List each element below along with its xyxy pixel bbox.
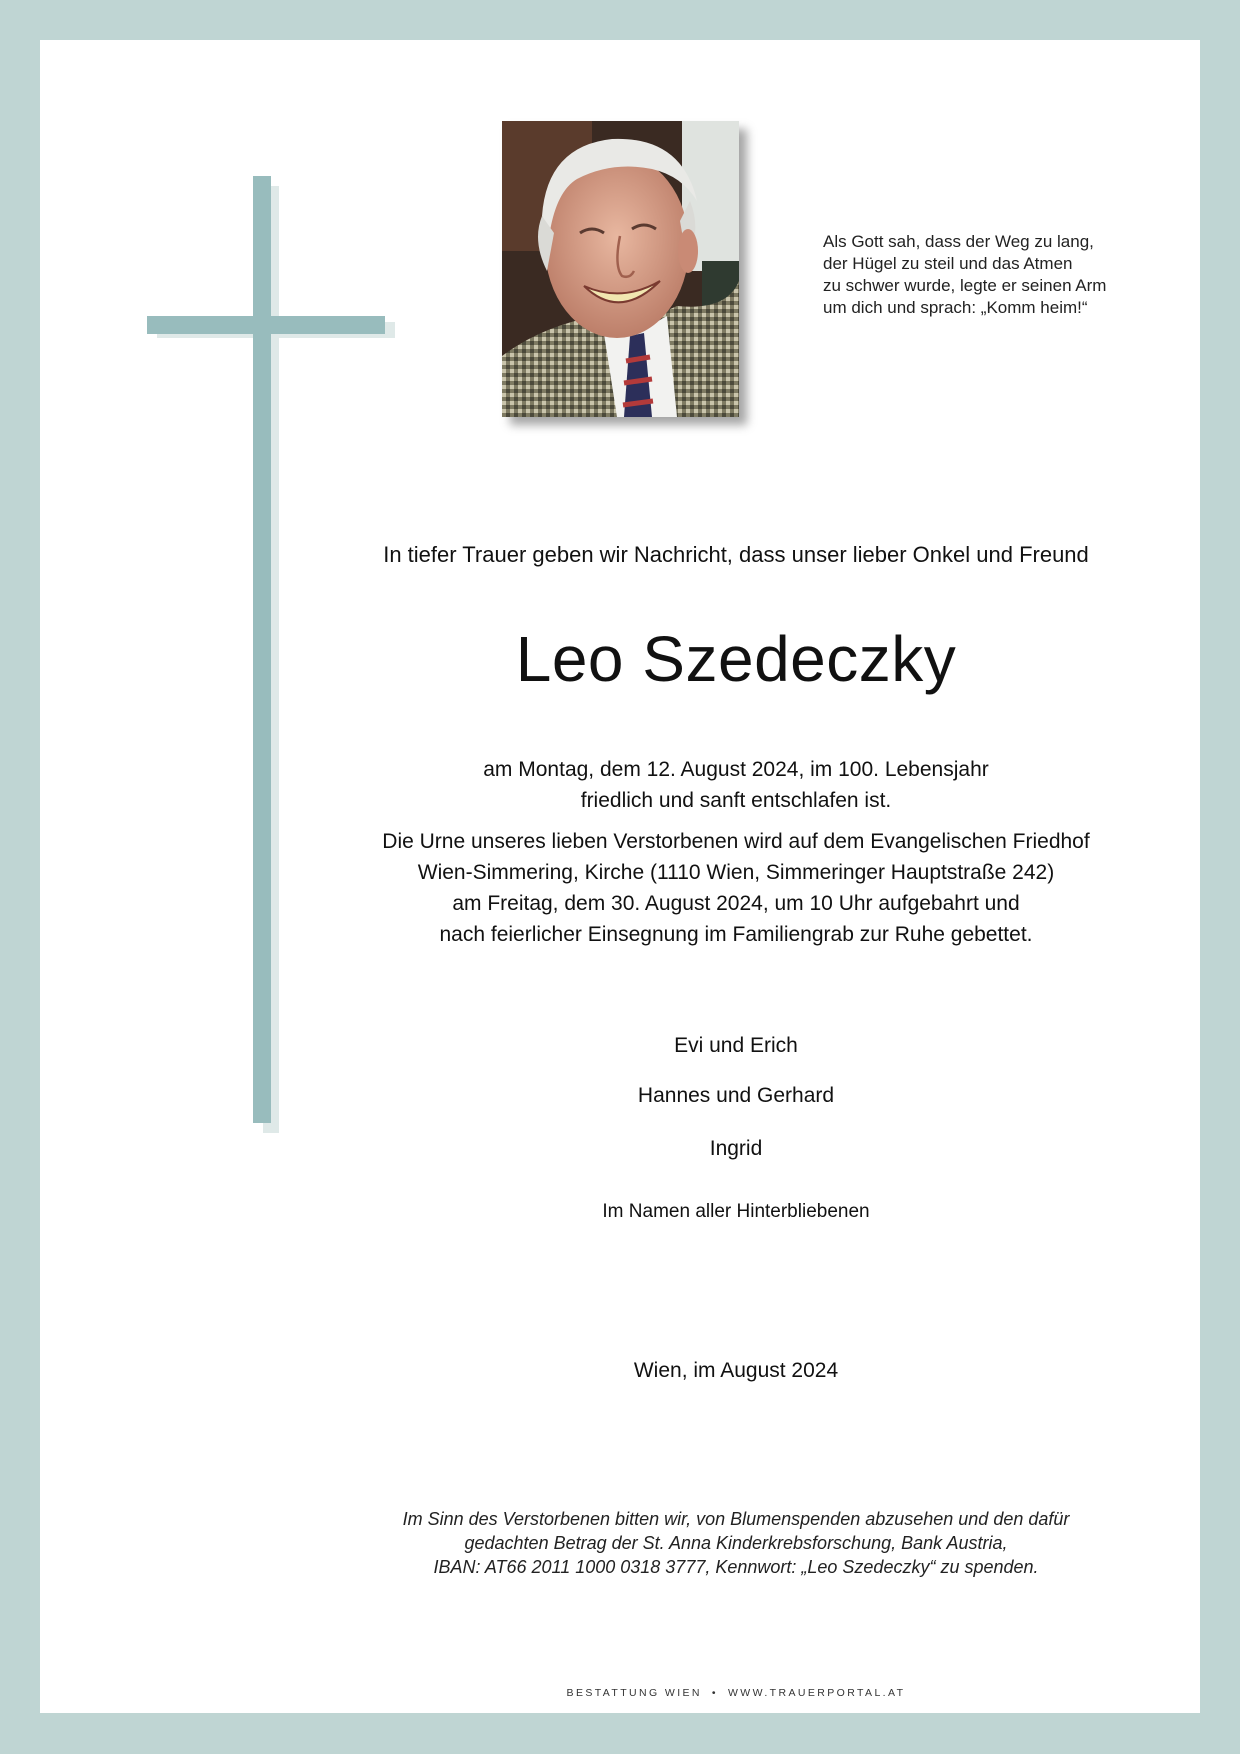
footer-url: WWW.TRAUERPORTAL.AT [728,1687,906,1699]
mourner-name: Ingrid [709,1137,763,1160]
poem-line: um dich und sprach: „Komm heim!“ [823,298,1088,317]
footer-brand-name: BESTATTUNG WIEN [566,1687,702,1699]
burial-line: Die Urne unseres lieben Verstorbenen wird auf dem Evangelischen Friedhof [382,830,1090,853]
death-line: friedlich und sanft entschlafen ist. [580,789,892,812]
cross-icon-horizontal-bar [147,316,385,334]
poem-line: zu schwer wurde, legte er seinen Arm [823,276,1107,295]
portrait-photo [502,121,739,417]
mourner-name: Hannes und Gerhard [637,1084,835,1107]
obituary-sheet [40,40,1200,1713]
deceased-name: Leo Szedeczky [515,623,957,695]
place-date: Wien, im August 2024 [633,1359,839,1382]
death-line: am Montag, dem 12. August 2024, im 100. Lebensjahr [483,758,989,781]
burial-line: am Freitag, dem 30. August 2024, um 10 Uhr aufgebahrt und [452,892,1020,915]
donation-request [330,1507,1142,1579]
poem [823,231,1143,319]
burial-line: nach feierlicher Einsegnung im Familiengrab zur Ruhe gebettet. [439,923,1033,946]
mourner-name: Evi und Erich [674,1034,798,1057]
burial-line: Wien-Simmering, Kirche (1110 Wien, Simmeringer Hauptstraße 242) [417,861,1055,884]
intro-text: In tiefer Trauer geben wir Nachricht, dass unser lieber Onkel und Freund [383,542,1089,567]
donation-line: Im Sinn des Verstorbenen bitten wir, von Blumenspenden abzusehen und den dafür [402,1509,1070,1529]
footer-separator: • [711,1687,718,1699]
burial-notice [330,826,1142,950]
poem-line: der Hügel zu steil und das Atmen [823,254,1073,273]
behalf-text: Im Namen aller Hinterbliebenen [602,1201,870,1222]
poem-line: Als Gott sah, dass der Weg zu lang, [823,232,1094,251]
death-notice [330,754,1142,816]
donation-line: IBAN: AT66 2011 1000 0318 3777, Kennwort: „Leo Szedeczky“ zu spenden. [433,1557,1039,1577]
footer [330,1687,1142,1699]
donation-line: gedachten Betrag der St. Anna Kinderkrebsforschung, Bank Austria, [464,1533,1008,1553]
